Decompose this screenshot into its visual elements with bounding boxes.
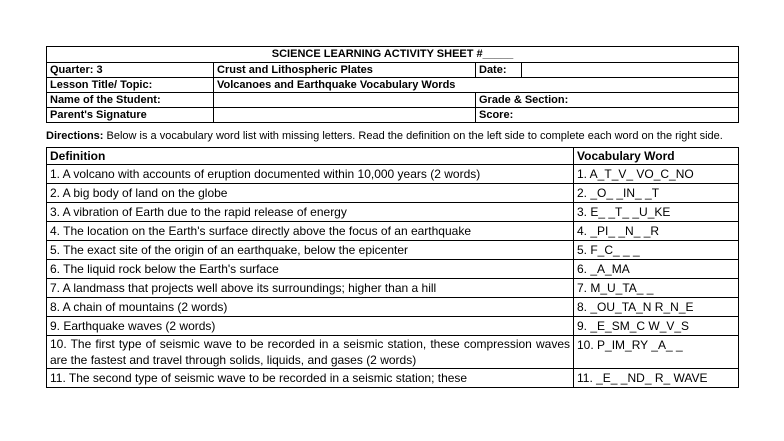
definition-cell: 11. The second type of seismic wave to be recorded in a seismic station; these (47, 369, 574, 388)
topic-main: Crust and Lithospheric Plates (214, 63, 476, 78)
score-label: Score: (476, 108, 739, 123)
table-row (47, 298, 739, 317)
student-label: Name of the Student: (47, 93, 214, 108)
sheet-title: SCIENCE LEARNING ACTIVITY SHEET #_____ (47, 47, 739, 63)
date-label: Date: (476, 63, 522, 78)
vocab-word-cell[interactable]: 4. _PI_ _N_ _R (574, 222, 739, 241)
definition-cell: 1. A volcano with accounts of eruption documented within 10,000 years (2 words) (47, 165, 574, 184)
directions-bold: Directions: (46, 130, 104, 142)
directions (46, 129, 738, 144)
table-row (47, 369, 739, 388)
table-row (47, 165, 739, 184)
vocab-word-cell[interactable]: 2. _O_ _IN_ _T (574, 184, 739, 203)
vocab-table (46, 147, 739, 388)
lesson-label: Lesson Title/ Topic: (47, 78, 214, 93)
activity-sheet (46, 46, 738, 388)
table-row (47, 317, 739, 336)
table-row (47, 222, 739, 241)
definition-cell: 10. The first type of seismic wave to be recorded in a seismic station, these compression waves are the fastest and travel through solids, liquids, and gases (2 words) (47, 336, 574, 369)
vocab-header: Vocabulary Word (574, 148, 739, 165)
definition-cell: 9. Earthquake waves (2 words) (47, 317, 574, 336)
table-row (47, 184, 739, 203)
lesson-value: Volcanoes and Earthquake Vocabulary Words (214, 78, 739, 93)
table-row (47, 279, 739, 298)
table-row (47, 241, 739, 260)
vocab-word-cell[interactable]: 9. _E_SM_C W_V_S (574, 317, 739, 336)
vocab-word-cell[interactable]: 7. M_U_TA_ _ (574, 279, 739, 298)
vocab-word-cell[interactable]: 6. _A_MA (574, 260, 739, 279)
signature-label: Parent's Signature (47, 108, 214, 123)
header-table (46, 46, 739, 123)
vocab-word-cell[interactable]: 3. E_ _T_ _U_KE (574, 203, 739, 222)
signature-field[interactable] (214, 108, 476, 123)
definition-cell: 8. A chain of mountains (2 words) (47, 298, 574, 317)
table-header-row (47, 148, 739, 165)
date-field[interactable] (522, 63, 739, 78)
directions-text: Below is a vocabulary word list with missing letters. Read the definition on the left side to complete each word on the right side. (103, 130, 723, 142)
quarter-label: Quarter: 3 (47, 63, 214, 78)
definition-cell: 3. A vibration of Earth due to the rapid release of energy (47, 203, 574, 222)
vocab-word-cell[interactable]: 11. _E_ _ND_ R_ WAVE (574, 369, 739, 388)
table-row (47, 203, 739, 222)
vocab-word-cell[interactable]: 5. F_C_ _ _ (574, 241, 739, 260)
definition-cell: 4. The location on the Earth's surface directly above the focus of an earthquake (47, 222, 574, 241)
grade-label: Grade & Section: (476, 93, 739, 108)
definition-cell: 5. The exact site of the origin of an earthquake, below the epicenter (47, 241, 574, 260)
vocab-word-cell[interactable]: 8. _OU_TA_N R_N_E (574, 298, 739, 317)
table-row (47, 260, 739, 279)
student-name-field[interactable] (214, 93, 476, 108)
table-row (47, 336, 739, 369)
definition-cell: 6. The liquid rock below the Earth's surface (47, 260, 574, 279)
definition-cell: 2. A big body of land on the globe (47, 184, 574, 203)
definition-cell: 7. A landmass that projects well above its surroundings; higher than a hill (47, 279, 574, 298)
vocab-word-cell[interactable]: 10. P_IM_RY _A_ _ (574, 336, 739, 369)
vocab-word-cell[interactable]: 1. A_T_V_ VO_C_NO (574, 165, 739, 184)
definition-header: Definition (47, 148, 574, 165)
